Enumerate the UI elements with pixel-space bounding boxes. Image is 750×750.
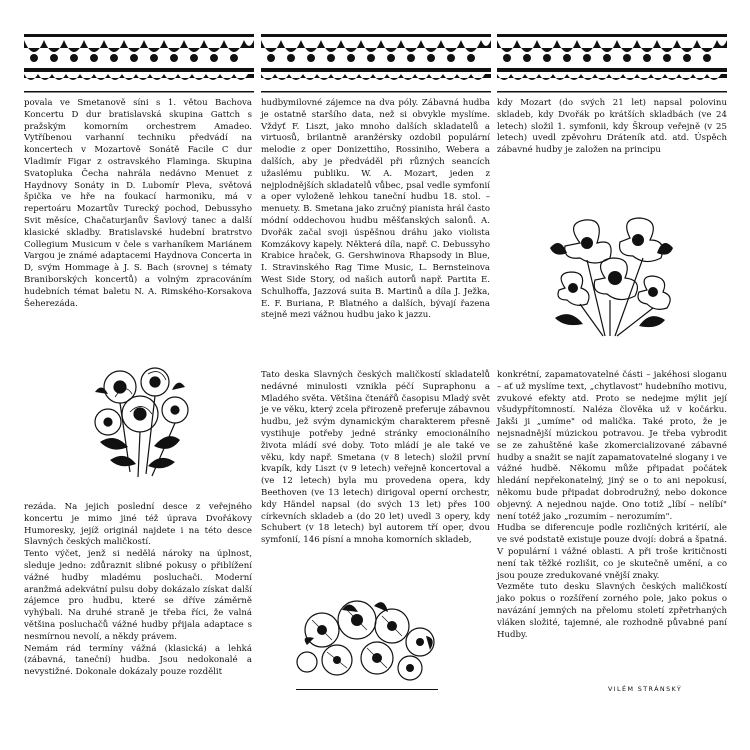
paragraph: Tento výčet, jenž si nedělá nároky na úplnost, sleduje jedno: zdůraznit slibné pokusy o přiblížení vážné hudby mladému posluchači. Moderní aranžmá adekvátní pulsu doby dokázalo získat další zájemce pro hudbu, které se dříve záměrně vyhýbali. Na druhé straně je třeba říci, že valná většina posluchačů vážné hudby přijala adaptace s nesmírnou nevolí, a někdy právem.: [24, 549, 252, 642]
paragraph: Hudba se diferencuje podle rozličných kritérií, ale ve své podstatě existuje pouze dvojí: dobrá a špatná. V populární i vážné oblasti. A při troše kritičnosti není tak těžké rozlišit, co je skutečně umění, a co jsou pouze zredukované vnější znaky.: [497, 523, 727, 581]
nasturtium-cluster-icon: [292, 590, 442, 688]
paragraph: Vezměte tuto desku Slavných českých maličkostí jako pokus o rozšíření zorného pole, jako pokus o navázání jemných na přelomu století zpřetrhaných vláken složité, tajemné, ale rozhodně půvabné paní Hudby.: [497, 582, 727, 640]
pansy-bouquet-illustration: [535, 208, 685, 340]
paragraph: kdy Mozart (do svých 21 let) napsal polovinu skladeb, kdy Dvořák po krátších skladbách (ve 24 letech) složil 1. symfonii, kdy Škroup veřejně (v 25 letech) uvedl zpěvohru Dráteník atd. atd. Úspěch zábavné hudby je založen na principu: [497, 98, 727, 156]
ornamental-border-left: [24, 34, 254, 94]
author-signature: VILÉM STRÁNSKÝ: [608, 685, 683, 693]
column-middle-top: [261, 98, 490, 322]
ornamental-border-right: [497, 34, 727, 94]
column-right-top: [497, 98, 727, 157]
column-left-top: [24, 98, 252, 310]
paragraph: Nemám rád termíny vážná (klasická) a lehká (zábavná, taneční) hudba. Jsou nedokonalé a nevystižné. Dokonale dokázaly pouze rozdělit: [24, 643, 252, 678]
column-left-bottom: [24, 502, 252, 679]
nasturtium-illustration: [292, 590, 442, 688]
illustration-baseline: [296, 689, 438, 690]
paragraph: konkrétní, zapamatovatelné části – jakéhosi sloganu – ať už myslíme text, „chytlavost" hudebního motivu, zvukové efekty atd. Proto se nedejme mýlit její všudypřítomností. Naléza člověka už v kočárku. Jakši ji „umíme" od malička. Také proto, že je nejsnadnější múzickou potravou. Je třeba vybrodit se ze zahuštěné kaše zkomercializované zábavné hudby a snažit se najít zapamatovatelné slogany i ve vážné hudbě. Někomu může připadat počátek hledání nepřekonatelný, jiný se o to ani nepokusí, někomu bude připadat dobrodružný, nebo dokonce objevný. A nejednou najde. Ono totiž „líbí – nelíbí" není totéž jako „rozumím – nerozumím".: [497, 370, 727, 522]
paragraph: hudbymilovné zájemce na dva póly. Zábavná hudba je ostatně staršího data, než si obvykle myslíme. Vždyť F. Liszt, jako mnoho dalších skladatelů a virtuosů, brilantně aranžérsky ozdobil populární melodie z oper Donizettiho, Rossiniho, Webera a dalších, aby je předváděl při různých seancích užaslému publiku. W. A. Mozart, jeden z nejplodnějších skladatelů vůbec, psal vedle symfonií a oper vyloženě lehkou taneční hudbu 18. stol. – menuety. B. Smetana jako zručný pianista hrál často módní oddechovou hudbu měšťanských salonů. A. Dvořák začal svoji úspěšnou dráhu jako violista Komzákovy kapely. Některá díla, např. C. Debussyho Krabice hraček, G. Gershwinova Rhapsody in Blue, I. Stravinského Rag Time Music, L. Bernsteinova West Side Story, od našich autorů např. Partita E. Schulhoffa, Jazzová suita B. Martinů a díla J. Ježka, E. F. Buriana, P. Blatného a dalších, bývají řazena stejně mezi vážnou hudbu jako k jazzu.: [261, 98, 490, 321]
flower-bouquet-illustration: [80, 352, 205, 482]
lace-border-icon: [24, 34, 254, 94]
paragraph: povala ve Smetanově síni s 1. větou Bachova Koncertu D dur bratislavská skupina Gattch s pražským komorním orchestrem Amadeo. Vytříbenou varhanní techniku předvádí na koncertech v Mozartově Sonátě Facile C dur Vladimír Figar z ostravského Flaminga. Skupina Svatopluka Čecha nahrála nedávno Menuet z Haydnovy Sonáty in D. Lubomír Pleva, světová špička ve hře na foukací harmoniku, má v repertoáru Mozartův Turecký pochod, Debussyho Svit měsíce, Chačaturjanův Šavlový tanec a další klasické skladby. Bratislavské hudební bratrstvo Collegium Musicum v čele s varhaníkem Mariánem Vargou je známé adaptacemi Haydnova Concerta in D, svým Hommage à J. S. Bach (srovnej s tématy Braniborských koncertů) a volným zpracováním hudebních témat baletu N. A. Rimského-Korsakova Šeherezáda.: [24, 98, 252, 309]
lace-border-icon: [261, 34, 491, 94]
ornamental-border-middle: [261, 34, 491, 94]
paragraph: Tato deska Slavných českých maličkostí skladatelů nedávné minulosti vznikla péčí Supraphonu a Mladého světa. Většina čtenářů časopisu Mladý svět je ve věku, který zcela přirozeně preferuje zábavnou hudbu, jež svým dynamickým charakterem přesně vystihuje potřeby jedné stránky emocionálního života mládí své doby. Toto mládí je ale také ve věku, kdy např. Smetana (v 8 letech) složil první kvapík, kdy Liszt (v 9 letech) veřejně koncertoval a (ve 12 letech) byla mu provedena opera, kdy Beethoven (ve 13 letech) dirigoval operní orchestr, kdy Händel napsal (do svých 13 let) přes 100 církevních skladeb a (do 20 let) uvedl 3 opery, kdy Schubert (v 18 letech) byl autorem tří oper, dvou symfonií, 146 písní a mnoha komorních skladeb,: [261, 370, 490, 546]
flower-bouquet-icon: [80, 352, 205, 482]
lace-border-icon: [497, 34, 727, 94]
paragraph: rezáda. Na jejich poslední desce z veřejného koncertu je mimo jiné též úprava Dvořákovy Humoresky, jejíž originál najdete i na této desce Slavných českých maličkostí.: [24, 502, 252, 548]
pansy-bouquet-icon: [535, 208, 685, 340]
column-middle-bottom: [261, 370, 490, 547]
column-right-bottom: [497, 370, 727, 641]
